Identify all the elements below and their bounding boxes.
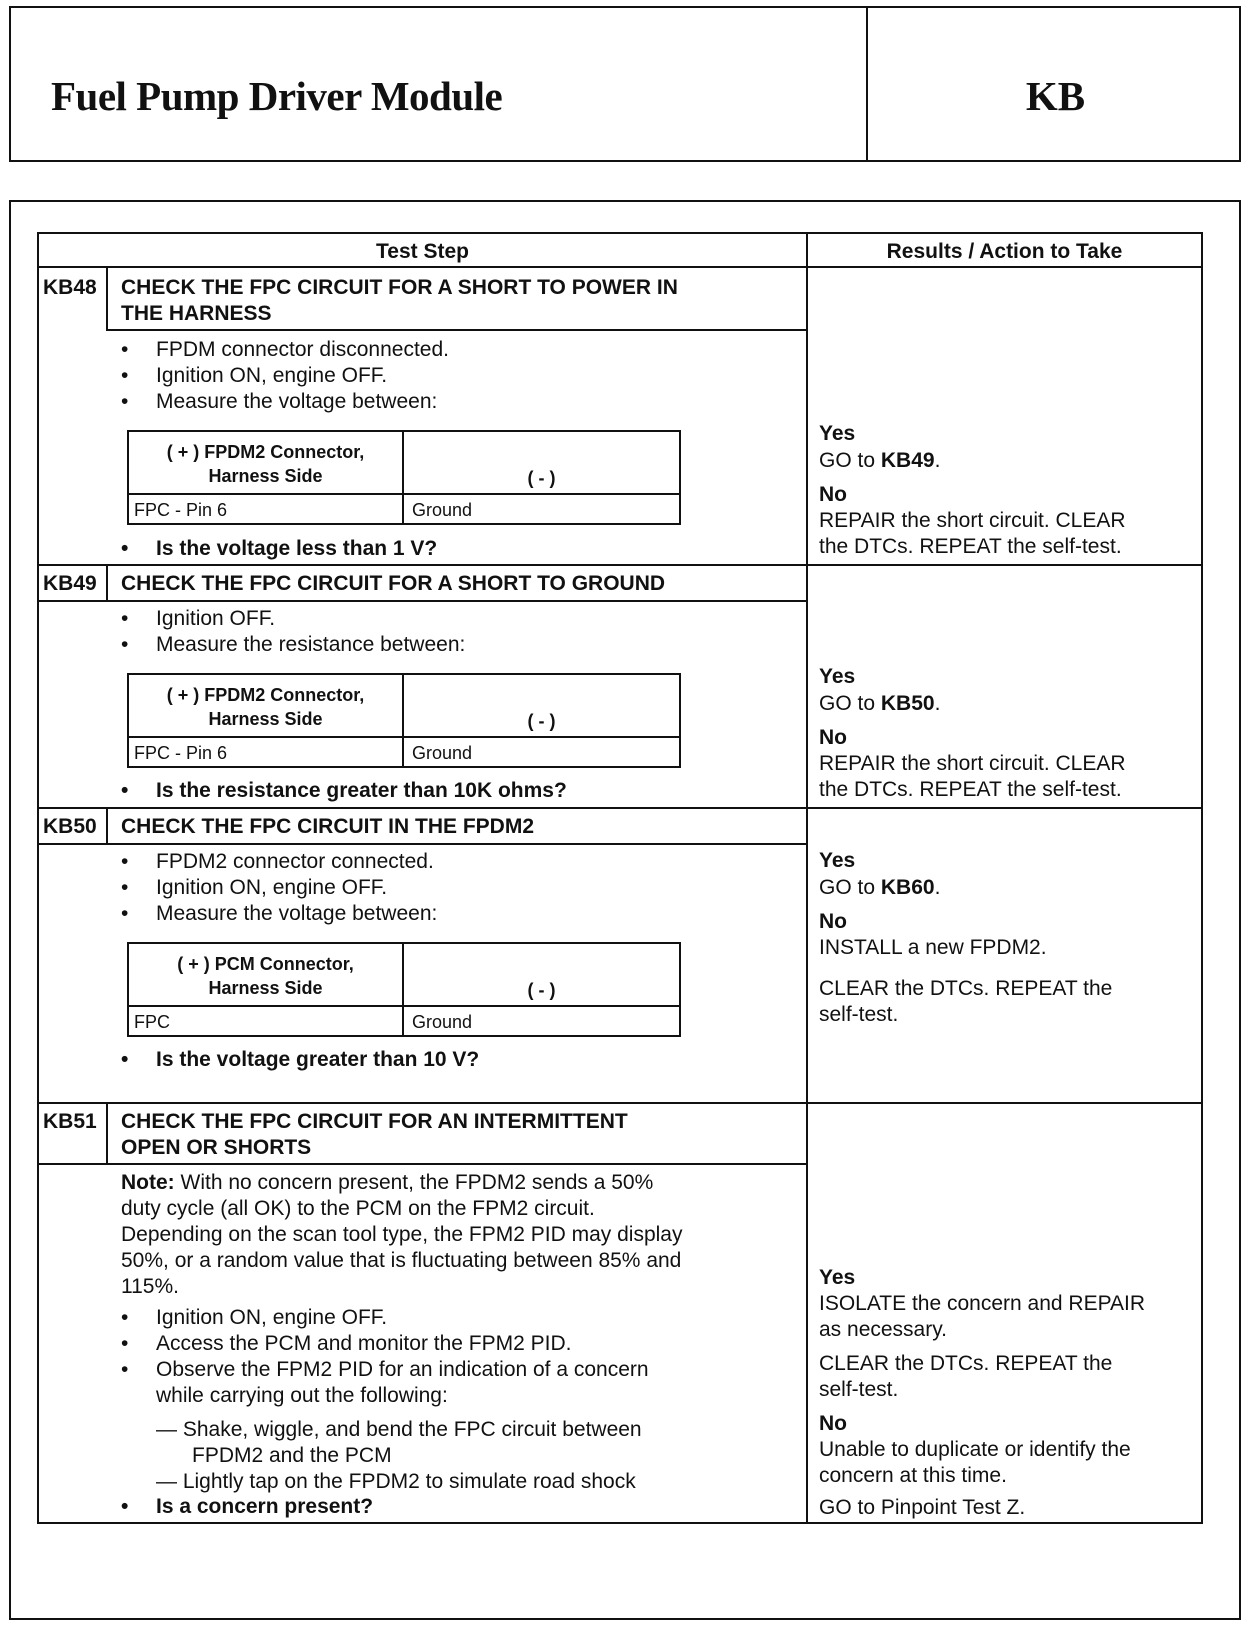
- list-item-cont: while carrying out the following:: [156, 1384, 448, 1407]
- no-action: REPAIR the short circuit. CLEAR: [819, 752, 1126, 775]
- step-id: KB51: [43, 1110, 97, 1133]
- note-text: duty cycle (all OK) to the PCM on the FPM2 circuit.: [121, 1197, 595, 1220]
- no-label: No: [819, 910, 847, 933]
- bullet-icon: •: [121, 1332, 129, 1355]
- yes-action: ISOLATE the concern and REPAIR: [819, 1292, 1146, 1315]
- list-item: Ignition ON, engine OFF.: [156, 364, 388, 387]
- bullet-icon: •: [121, 902, 129, 925]
- note-text: Note: With no concern present, the FPDM2 sends a 50%: [121, 1171, 654, 1194]
- step-question: Is the resistance greater than 10K ohms?: [156, 779, 567, 802]
- step-id: KB49: [43, 572, 97, 595]
- yes-label: Yes: [819, 1266, 856, 1289]
- sub-item: — Lightly tap on the FPDM2 to simulate road shock: [156, 1470, 636, 1493]
- list-item: Measure the resistance between:: [156, 633, 466, 656]
- no-action-cont: GO to Pinpoint Test Z.: [819, 1496, 1026, 1519]
- list-item: Ignition OFF.: [156, 607, 276, 630]
- bullet-icon: •: [121, 537, 129, 560]
- bullet-icon: •: [121, 338, 129, 361]
- step-title: CHECK THE FPC CIRCUIT FOR A SHORT TO GROUND: [121, 572, 666, 595]
- bullet-icon: •: [121, 390, 129, 413]
- bullet-icon: •: [121, 876, 129, 899]
- bullet-icon: •: [121, 1306, 129, 1329]
- page-header: [9, 6, 1241, 162]
- note-text: Depending on the scan tool type, the FPM2 PID may display: [121, 1223, 683, 1246]
- column-header-test-step: Test Step: [376, 240, 469, 263]
- bullet-icon: •: [121, 850, 129, 873]
- list-item: Access the PCM and monitor the FPM2 PID.: [156, 1332, 572, 1355]
- list-item: FPDM connector disconnected.: [156, 338, 449, 361]
- step-id: KB50: [43, 815, 97, 838]
- no-label: No: [819, 726, 847, 749]
- list-item: Ignition ON, engine OFF.: [156, 1306, 388, 1329]
- yes-action-cont: as necessary.: [819, 1318, 947, 1341]
- no-action-cont: self-test.: [819, 1003, 899, 1026]
- sub-item-cont: FPDM2 and the PCM: [192, 1444, 392, 1467]
- page-title: Fuel Pump Driver Module: [51, 73, 503, 119]
- no-action: Unable to duplicate or identify the: [819, 1438, 1131, 1461]
- no-label: No: [819, 1412, 847, 1435]
- list-item: Measure the voltage between:: [156, 902, 438, 925]
- no-action-cont: the DTCs. REPEAT the self-test.: [819, 535, 1122, 558]
- list-item: Observe the FPM2 PID for an indication of a concern: [156, 1358, 649, 1381]
- step-title: CHECK THE FPC CIRCUIT FOR A SHORT TO POWER IN: [121, 276, 678, 299]
- step-title: CHECK THE FPC CIRCUIT FOR AN INTERMITTENT: [121, 1110, 628, 1133]
- no-action: INSTALL a new FPDM2.: [819, 936, 1047, 959]
- section-code: KB: [1025, 73, 1086, 119]
- list-item: FPDM2 connector connected.: [156, 850, 434, 873]
- yes-action-cont: self-test.: [819, 1378, 899, 1401]
- step-id: KB48: [43, 276, 97, 299]
- yes-action: GO to KB50.: [819, 692, 941, 715]
- step-title-cont: OPEN OR SHORTS: [121, 1136, 312, 1159]
- no-action: REPAIR the short circuit. CLEAR: [819, 509, 1126, 532]
- yes-action: GO to KB49.: [819, 449, 941, 472]
- no-label: No: [819, 483, 847, 506]
- yes-label: Yes: [819, 422, 856, 445]
- bullet-icon: •: [121, 1495, 129, 1518]
- yes-action: GO to KB60.: [819, 876, 941, 899]
- measurement-table: ( + ) PCM Connector, Harness Side ( - ) FPC Ground: [127, 942, 681, 1037]
- note-text: 50%, or a random value that is fluctuating between 85% and: [121, 1249, 682, 1272]
- step-title: CHECK THE FPC CIRCUIT IN THE FPDM2: [121, 815, 535, 838]
- note-text: 115%.: [121, 1275, 179, 1298]
- yes-action-cont: CLEAR the DTCs. REPEAT the: [819, 1352, 1113, 1375]
- yes-label: Yes: [819, 665, 856, 688]
- step-question: Is the voltage less than 1 V?: [156, 537, 438, 560]
- bullet-icon: •: [121, 633, 129, 656]
- list-item: Ignition ON, engine OFF.: [156, 876, 388, 899]
- bullet-icon: •: [121, 1048, 129, 1071]
- bullet-icon: •: [121, 364, 129, 387]
- column-header-results: Results / Action to Take: [886, 240, 1123, 263]
- no-action-cont: CLEAR the DTCs. REPEAT the: [819, 977, 1113, 1000]
- no-action-cont: concern at this time.: [819, 1464, 1007, 1487]
- yes-label: Yes: [819, 849, 856, 872]
- step-title-cont: THE HARNESS: [121, 302, 272, 325]
- bullet-icon: •: [121, 779, 129, 802]
- measurement-table: ( + ) FPDM2 Connector, Harness Side ( - ) FPC - Pin 6 Ground: [127, 673, 681, 768]
- no-action-cont: the DTCs. REPEAT the self-test.: [819, 778, 1122, 801]
- sub-item: — Shake, wiggle, and bend the FPC circuit between: [156, 1418, 642, 1441]
- bullet-icon: •: [121, 1358, 129, 1381]
- step-question: Is a concern present?: [156, 1495, 374, 1518]
- step-question: Is the voltage greater than 10 V?: [156, 1048, 480, 1071]
- list-item: Measure the voltage between:: [156, 390, 438, 413]
- bullet-icon: •: [121, 607, 129, 630]
- measurement-table: ( + ) FPDM2 Connector, Harness Side ( - ) FPC - Pin 6 Ground: [127, 430, 681, 525]
